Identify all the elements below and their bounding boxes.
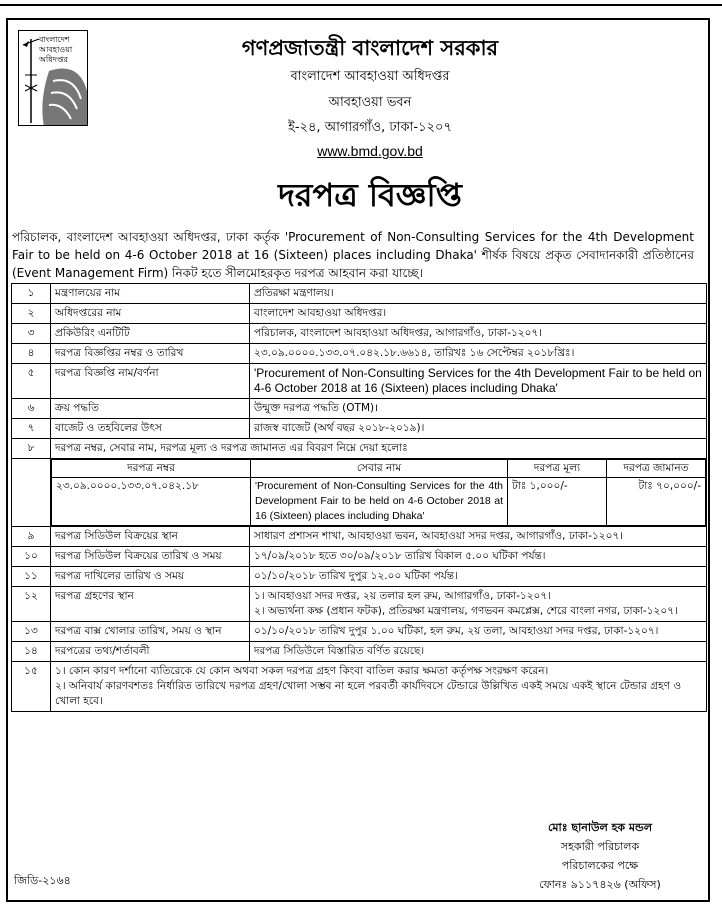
row-label: দরপত্র সিডিউল বিক্রয়ের স্থান: [51, 527, 250, 547]
subtable-header: সেবার নাম: [251, 460, 508, 478]
row-number: ৯: [12, 527, 51, 547]
row-label: ক্রয় পদ্ধতি: [51, 399, 250, 419]
row-value: সাধারণ প্রশাসন শাখা, আবহাওয়া ভবন, আবহাওয়া সদর দপ্তর, আগারগাঁও, ঢাকা-১২০৭।: [250, 527, 707, 547]
signatory-phone: ফোনঃ ৯১১৭৪২৬ (অফিস): [539, 878, 661, 891]
row-value: ২৩.০৯.০০০০.১৩৩.০৭.০৪২.১৮.৬৬১৪, তারিখঃ ১৬ সেপ্টেম্বর ২০১৮খ্রিঃ।: [250, 344, 707, 364]
page-title: দরপত্র বিজ্ঞপ্তি: [278, 176, 462, 214]
subtable-header-row: [52, 460, 706, 478]
row-number: ৪: [12, 344, 51, 364]
conditions-cell: [51, 662, 707, 712]
row-label: অধিদপ্তরের নাম: [51, 304, 250, 324]
row-value: ০১/১০/২০১৮ তারিখ দুপুর ১২.০০ ঘটিকা পর্যন্ত।: [250, 567, 707, 587]
row-value: রাজস্ব বাজেট (অর্থ বছর ২০১৮-২০১৯)।: [250, 419, 707, 439]
tender-number: ২৩.০৯.০০০০.১৩৩.০৭.০৪২.১৮: [52, 478, 251, 526]
gd-number: জিডি-২১৬৪: [14, 874, 71, 887]
table-row: [12, 304, 707, 324]
table-row: [12, 419, 707, 439]
table-row: [12, 547, 707, 567]
condition-item: ২। অনিবার্য কারণবশতঃ নির্ধারিত তারিখে দরপত্র গ্রহণ/খোলা সম্ভব না হলে পরবর্তী কার্যদিবসে টেন্ডারে উল্লিখিত একই সময়ে একই স্থানে টেন্ডার গ্রহণ ও খোলা হবে।: [55, 680, 682, 707]
row-number: ৫: [12, 364, 51, 399]
logo-text: বাংলাদেশ আবহাওয়া অধিদপ্তর: [39, 35, 73, 64]
subtable-header: দরপত্র জামানত: [607, 460, 706, 478]
row-number: ২: [12, 304, 51, 324]
department-name: বাংলাদেশ আবহাওয়া অধিদপ্তর: [290, 69, 450, 84]
table-row: [12, 324, 707, 344]
tender-subtable: [51, 459, 706, 526]
row-number: ১১: [12, 567, 51, 587]
row-label: প্রকিউরিং এনটিটি: [51, 324, 250, 344]
service-name: 'Procurement of Non-Consulting Services for the 4th Development Fair to be held on 4-6 October 2018 at 16 (Sixteen) places including Dhaka': [251, 478, 508, 526]
subtable-header: দরপত্র মূল্য: [508, 460, 607, 478]
row-value: দরপত্র সিডিউলে বিস্তারিত বর্ণিত রয়েছে।: [250, 642, 707, 662]
intro-paragraph: পরিচালক, বাংলাদেশ আবহাওয়া অধিদপ্তর, ঢাকা কর্তৃক 'Procurement of Non-Consulting Services for the 4th Development Fair to be held on 4-6 October 2018 at 16 (Sixteen) places including Dhaka' শীর্ষক বিষয়ে প্রকৃত সেবাদানকারী প্রতিষ্ঠানের (Event Management Firm) নিকট হতে সীলমোহরকৃত দরপত্র আহবান করা যাচ্ছে।: [12, 230, 694, 280]
row-value: 'Procurement of Non-Consulting Services for the 4th Development Fair to be held on 4-6 October 2018 at 16 (Sixteen) places including Dhaka': [250, 364, 707, 399]
signatory-designation: সহকারী পরিচালক: [560, 840, 640, 853]
tender-security: টাঃ ৭০,০০০/-: [607, 478, 706, 526]
website-link[interactable]: www.bmd.gov.bd: [317, 143, 423, 159]
subtable-row: [12, 459, 707, 527]
receiving-place-item: ১। আবহাওয়া সদর দপ্তর, ২য় তলার হল রুম, আগারগাঁও, ঢাকা-১২০৭।: [254, 590, 551, 602]
row-number: ৬: [12, 399, 51, 419]
row-number: ১৩: [12, 622, 51, 642]
table-row: [12, 364, 707, 399]
bmd-logo: [18, 30, 88, 126]
table-row: [12, 662, 707, 712]
tender-details-table: [11, 283, 707, 712]
signatory-on-behalf: পরিচালকের পক্ষে: [561, 859, 639, 872]
row-label: দরপত্র গ্রহণের স্থান: [51, 587, 250, 622]
government-heading: গণপ্রজাতন্ত্রী বাংলাদেশ সরকার: [241, 36, 499, 60]
row-number: ৮: [12, 439, 51, 459]
table-row: [12, 587, 707, 622]
row-label: দরপত্রের তথ্য/শর্তাবলী: [51, 642, 250, 662]
subtable-data-row: [52, 478, 706, 526]
table-row: [12, 399, 707, 419]
building-name: আবহাওয়া ভবন: [328, 95, 412, 110]
row-label: বাজেট ও তহবিলের উৎস: [51, 419, 250, 439]
condition-item: ১। কোন কারণ দর্শানো ব্যতিরেকে যে কোন অথবা সকল দরপত্র গ্রহণ কিংবা বাতিল করার ক্ষমতা কর্তৃপক্ষ সংরক্ষণ করেন।: [55, 665, 549, 677]
table-row: [12, 344, 707, 364]
subtable-header: দরপত্র নম্বর: [52, 460, 251, 478]
subtable-cell: [51, 459, 707, 527]
row-value: বাংলাদেশ আবহাওয়া অধিদপ্তর।: [250, 304, 707, 324]
row-value: [250, 587, 707, 622]
table-row: [12, 284, 707, 304]
row-value: প্রতিরক্ষা মন্ত্রণালয়।: [250, 284, 707, 304]
row-label: দরপত্র বিজ্ঞপ্তির নম্বর ও তারিখ: [51, 344, 250, 364]
table-row: [12, 527, 707, 547]
table-row: [12, 439, 707, 459]
row-label: মন্ত্রণালয়ের নাম: [51, 284, 250, 304]
table-row: [12, 567, 707, 587]
row-value: ১৭/০৯/২০১৮ হতে ৩০/০৯/২০১৮ তারিখ বিকাল ৫.০০ ঘটিকা পর্যন্ত।: [250, 547, 707, 567]
table-row: [12, 642, 707, 662]
row-number: ১৪: [12, 642, 51, 662]
tender-price: টাঃ ১,০০০/-: [508, 478, 607, 526]
row-number: ১২: [12, 587, 51, 622]
row-label: দরপত্র নম্বর, সেবার নাম, দরপত্র মূল্য ও দরপত্র জামানত এর বিবরণ নিম্নে দেয়া হলোঃ: [51, 439, 707, 459]
top-border: [0, 0, 722, 6]
row-label: দরপত্র দাখিলের তারিখ ও সময়: [51, 567, 250, 587]
signature-block: [500, 818, 700, 894]
row-number: ১৫: [12, 662, 51, 712]
empty-cell: [12, 459, 51, 527]
address: ই-২৪, আগারগাঁও, ঢাকা-১২০৭: [288, 120, 452, 135]
signatory-name: মোঃ ছানাউল হক মন্ডল: [547, 821, 653, 834]
row-number: ১০: [12, 547, 51, 567]
row-label: দরপত্র বিজ্ঞপ্তি নাম/বর্ণনা: [51, 364, 250, 399]
row-number: ৭: [12, 419, 51, 439]
row-number: ৩: [12, 324, 51, 344]
row-value: পরিচালক, বাংলাদেশ আবহাওয়া অধিদপ্তর, আগারগাঁও, ঢাকা-১২০৭।: [250, 324, 707, 344]
row-label: দরপত্র বাক্স খোলার তারিখ, সময় ও স্থান: [51, 622, 250, 642]
table-row: [12, 622, 707, 642]
row-number: ১: [12, 284, 51, 304]
receiving-place-item: ২। অভ্যর্থনা কক্ষ (প্রধান ফটক), প্রতিরক্ষা মন্ত্রণালয়, গণভবন কমপ্লেক্স, শেরে বাংলা নগর, ঢাকা-১২০৭।: [254, 605, 678, 617]
row-value: ০১/১০/২০১৮ তারিখ দুপুর ১.০০ ঘটিকা, হল রুম, ২য় তলা, আবহাওয়া সদর দপ্তর, ঢাকা-১২০৭।: [250, 622, 707, 642]
row-value: উন্মুক্ত দরপত্র পদ্ধতি (OTM)।: [250, 399, 707, 419]
row-label: দরপত্র সিডিউল বিক্রয়ের তারিখ ও সময়: [51, 547, 250, 567]
